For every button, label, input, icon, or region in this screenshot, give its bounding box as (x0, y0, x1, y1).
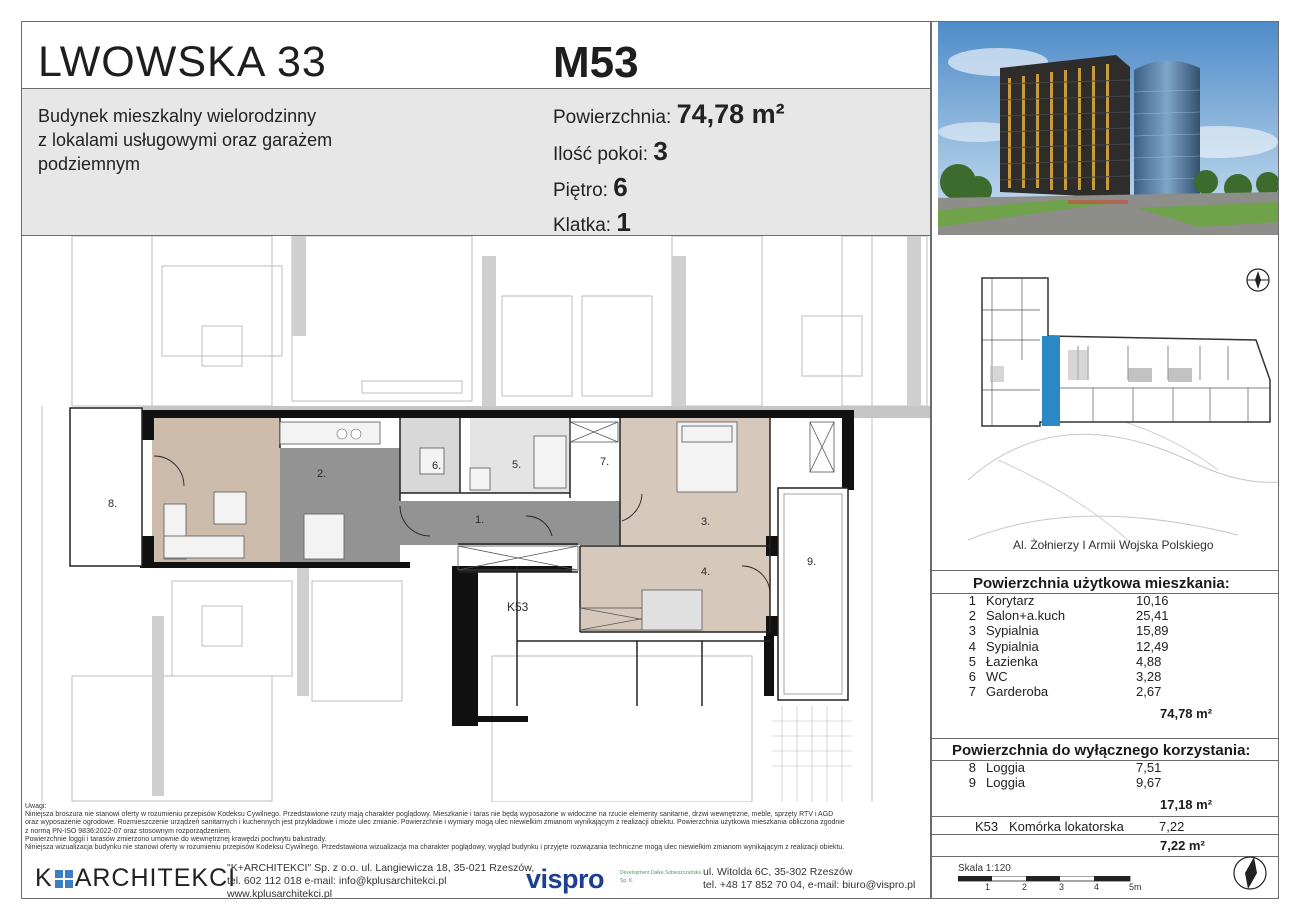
floor-label: Piętro: (553, 180, 608, 201)
area-row-num: 3 (968, 623, 976, 639)
area-row-value: 3,28 (1136, 669, 1162, 684)
logo-k-word: ARCHITEKCI (74, 864, 237, 892)
area-row-num: 7 (968, 684, 976, 700)
area-row-value: 12,49 (1136, 638, 1169, 654)
street-name: Al. Żołnierzy I Armii Wojska Polskiego (1013, 538, 1214, 552)
area-row-value: 9,67 (1136, 775, 1162, 791)
storage-name: Komórka lokatorska (1009, 819, 1124, 834)
area-row (960, 639, 1270, 654)
area-row-value: 25,41 (1136, 608, 1169, 624)
vertical-divider (930, 22, 932, 898)
area-row (960, 608, 1270, 623)
scale-tick: 1 (985, 882, 991, 892)
room-label-9: 9. (807, 556, 817, 568)
area-row-name: Loggia (986, 775, 1026, 791)
room-label-4: 4. (701, 566, 711, 578)
scale-tick: 3 (1059, 882, 1065, 892)
description-line: podziemnym (38, 154, 141, 174)
area-row-value: 10,16 (1136, 593, 1169, 608)
note-line: Niniejsza wizualizacja budynku nie stanowi oferty w rozumieniu przepisów Kodeksu Cywilnego. Przedstawiona wizualizacja ma charakter poglądowy, wygląd budynku i przyjęte rozwiązania techniczne mogą ulec niewielkim zmianom wynikającym z realizacji obiektu. (25, 844, 845, 852)
note-line: Niniejsza broszura nie stanowi oferty w rozumieniu przepisów Kodeksu Cywilnego. Przedstawione rzuty mają charakter poglądowy. Mieszkanie i taras nie będą wyposażone w widoczne na rzucie elementy sanitarne, drzwi wewnętrzne, meble, sprzęty RTV i AGD (25, 811, 834, 819)
room-label-8: 8. (108, 498, 118, 510)
area-row-num: 1 (968, 593, 976, 608)
area-info (553, 99, 785, 130)
room-label-7: 7. (600, 456, 610, 468)
room-label-5: 5. (512, 459, 522, 471)
unit-code: M53 (553, 38, 639, 87)
storage-row (975, 819, 1275, 834)
storage-total: 7,22 m² (1160, 838, 1205, 853)
k-architekci-contact (227, 862, 534, 901)
storage-label: K53 (507, 600, 529, 614)
room-label-3: 3. (701, 516, 711, 528)
area-row-value: 7,51 (1136, 760, 1162, 775)
usable-area-total: 74,78 m² (1160, 706, 1213, 721)
room-label-2: 2. (317, 468, 327, 480)
scale-label: Skala 1:120 (958, 863, 1011, 874)
floor-value: 6 (613, 172, 628, 202)
area-row-name: Salon+a.kuch (986, 608, 1066, 624)
area-label: Powierzchnia: (553, 107, 672, 128)
note-line: z normą PN-ISO 9836:2022-07 oraz stosownym rozporządzeniem. (25, 827, 232, 835)
floor-info (553, 172, 628, 203)
area-row (960, 623, 1270, 638)
storage-value: 7,22 (1159, 819, 1185, 834)
contact-line: "K+ARCHITEKCI" Sp. z o.o. ul. Langiewicza 18, 35-021 Rzeszów, (227, 862, 535, 874)
description-line: Budynek mieszkalny wielorodzinny (38, 106, 317, 126)
contact-line: www.kplusarchitekci.pl (227, 888, 333, 900)
stair-info (553, 207, 631, 238)
storage-num: K53 (975, 819, 999, 834)
area-row-num: 9 (968, 775, 976, 791)
divider (931, 834, 1278, 835)
contact-line: ul. Witolda 6C, 35-302 Rzeszów (703, 866, 853, 878)
exclusive-area-total: 17,18 m² (1160, 797, 1213, 812)
scale-tick: 5m (1129, 882, 1142, 892)
area-row (960, 593, 1270, 608)
scale-tick: 2 (1022, 882, 1028, 892)
divider (931, 816, 1278, 817)
contact-line: tel. +48 17 852 70 04, e-mail: biuro@vispro.pl (703, 879, 916, 891)
rooms-info (553, 136, 668, 167)
stair-value: 1 (616, 207, 631, 237)
area-row-num: 8 (968, 760, 976, 775)
area-row-name: Sypialnia (986, 623, 1039, 639)
rooms-value: 3 (653, 136, 668, 166)
room-label-6: 6. (432, 460, 442, 472)
area-row (960, 684, 1270, 699)
area-value: 74,78 m² (676, 99, 785, 129)
scale-tick: 4 (1094, 882, 1100, 892)
vispro-logo: vispro (526, 864, 605, 894)
area-row-num: 4 (968, 638, 976, 654)
note-line: Uwagi: (25, 803, 47, 810)
area-row-value: 2,67 (1136, 684, 1162, 700)
north-arrow-icon (1247, 269, 1269, 291)
area-row-name: Łazienka (986, 653, 1039, 669)
contact-line: tel. 602 112 018 e-mail: info@kplusarchitekci.pl (227, 875, 447, 887)
room-label-1: 1. (475, 514, 485, 526)
area-row-name: Garderoba (986, 684, 1049, 700)
area-row-name: Sypialnia (986, 638, 1039, 654)
vispro-subtitle: Development Dalke Sobieszczańska Sp. K. (620, 870, 702, 884)
building-description (38, 104, 398, 176)
area-row-num: 5 (968, 653, 976, 669)
site-plan (938, 250, 1278, 570)
vispro-contact (703, 866, 915, 892)
note-line: Powierzchnie loggii i tarasów zmierzono umownie do wewnętrznej krawędzi pochwytu balustrady. (25, 835, 327, 843)
area-row (960, 669, 1270, 684)
floor-plan (22, 236, 930, 802)
area-row-value: 4,88 (1136, 653, 1162, 669)
usable-area-heading: Powierzchnia użytkowa mieszkania: (973, 575, 1230, 592)
divider (931, 570, 1278, 571)
building-visualization (938, 22, 1278, 235)
area-row-num: 6 (968, 669, 976, 684)
plus-icon (55, 866, 73, 884)
disclaimer-notes (25, 803, 927, 852)
rooms-label: Ilość pokoi: (553, 144, 649, 165)
area-row-name: Korytarz (986, 593, 1035, 608)
area-row (960, 760, 1270, 775)
highlighted-unit (1042, 336, 1060, 426)
area-row (960, 654, 1270, 669)
area-row-name: Loggia (986, 760, 1026, 775)
logo-k-letter: K (35, 864, 53, 892)
note-line: oraz wyposażenie ogrodowe. Rozmieszczenie urządzeń sanitarnych i kuchennych jest przykładowe i może ulec zmianie. Powierzchnie i wymiary mogą ulec niewielkim zmianom wynikającym z realizacji obiektu. Powierzchnia użytkowa mieszkania obliczona zgodnie (25, 819, 845, 827)
project-title: LWOWSKA 33 (38, 38, 327, 86)
exclusive-area-heading: Powierzchnia do wyłącznego korzystania: (952, 742, 1251, 759)
area-row-num: 2 (968, 608, 976, 624)
divider (931, 856, 1278, 857)
divider (931, 738, 1278, 739)
description-line: z lokalami usługowymi oraz garażem (38, 130, 333, 150)
area-row-name: WC (986, 669, 1008, 684)
k-architekci-logo (35, 864, 236, 893)
stair-label: Klatka: (553, 215, 612, 236)
area-row (960, 775, 1270, 790)
north-arrow-icon (1232, 853, 1268, 893)
area-row-value: 15,89 (1136, 623, 1169, 639)
